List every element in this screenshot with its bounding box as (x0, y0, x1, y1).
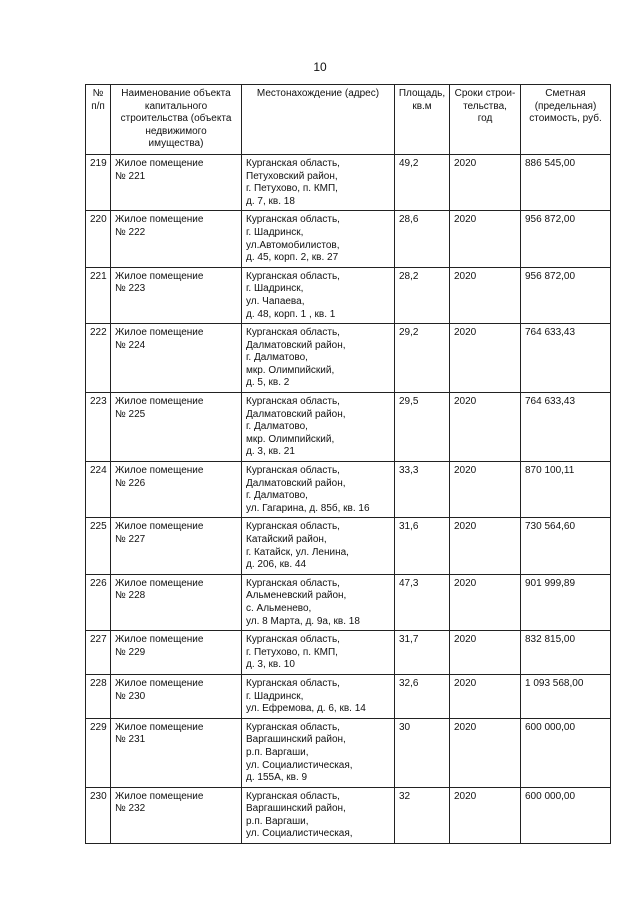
row-number: 224 (86, 462, 111, 518)
object-area: 33,3 (395, 462, 450, 518)
construction-year: 2020 (450, 393, 521, 462)
object-address: Курганская область, г. Шадринск, ул. Чапаева, д. 48, корп. 1 , кв. 1 (242, 267, 395, 323)
object-address: Курганская область, Далматовский район, г. Далматово, мкр. Олимпийский, д. 3, кв. 21 (242, 393, 395, 462)
header-address: Местонахождение (адрес) (242, 85, 395, 155)
estimated-cost: 1 093 568,00 (521, 674, 611, 718)
object-address: Курганская область, Петуховский район, г. Петухово, п. КМП, д. 7, кв. 18 (242, 154, 395, 210)
estimated-cost: 730 564,60 (521, 518, 611, 574)
construction-year: 2020 (450, 267, 521, 323)
object-address: Курганская область, Катайский район, г. Катайск, ул. Ленина, д. 206, кв. 44 (242, 518, 395, 574)
row-number: 219 (86, 154, 111, 210)
row-number: 226 (86, 574, 111, 630)
estimated-cost: 870 100,11 (521, 462, 611, 518)
object-area: 28,2 (395, 267, 450, 323)
estimated-cost: 764 633,43 (521, 393, 611, 462)
object-address: Курганская область, Далматовский район, г. Далматово, ул. Гагарина, д. 85б, кв. 16 (242, 462, 395, 518)
object-address: Курганская область, Далматовский район, г. Далматово, мкр. Олимпийский, д. 5, кв. 2 (242, 324, 395, 393)
object-address: Курганская область, г. Шадринск, ул. Ефремова, д. 6, кв. 14 (242, 674, 395, 718)
table-row (86, 718, 611, 787)
object-name: Жилое помещение № 231 (111, 718, 242, 787)
object-area: 47,3 (395, 574, 450, 630)
estimated-cost: 956 872,00 (521, 267, 611, 323)
object-name: Жилое помещение № 223 (111, 267, 242, 323)
construction-year: 2020 (450, 324, 521, 393)
objects-table (85, 84, 611, 844)
object-area: 32 (395, 787, 450, 843)
object-address: Курганская область, Варгашинский район, р.п. Варгаши, ул. Социалистическая, (242, 787, 395, 843)
table-row (86, 574, 611, 630)
table-row (86, 674, 611, 718)
construction-year: 2020 (450, 674, 521, 718)
object-address: Курганская область, Альменевский район, с. Альменево, ул. 8 Марта, д. 9а, кв. 18 (242, 574, 395, 630)
object-name: Жилое помещение № 228 (111, 574, 242, 630)
page-number: 10 (313, 60, 327, 74)
estimated-cost: 600 000,00 (521, 787, 611, 843)
object-address: Курганская область, г. Шадринск, ул.Автомобилистов, д. 45, корп. 2, кв. 27 (242, 211, 395, 267)
object-address: Курганская область, Варгашинский район, р.п. Варгаши, ул. Социалистическая, д. 155А, кв. 9 (242, 718, 395, 787)
object-area: 49,2 (395, 154, 450, 210)
construction-year: 2020 (450, 574, 521, 630)
row-number: 230 (86, 787, 111, 843)
header-period: Сроки строи- тельства, год (450, 85, 521, 155)
table-row (86, 462, 611, 518)
table-row (86, 518, 611, 574)
row-number: 228 (86, 674, 111, 718)
estimated-cost: 764 633,43 (521, 324, 611, 393)
row-number: 225 (86, 518, 111, 574)
row-number: 227 (86, 631, 111, 675)
object-area: 30 (395, 718, 450, 787)
object-name: Жилое помещение № 226 (111, 462, 242, 518)
construction-year: 2020 (450, 462, 521, 518)
estimated-cost: 956 872,00 (521, 211, 611, 267)
construction-year: 2020 (450, 718, 521, 787)
object-name: Жилое помещение № 225 (111, 393, 242, 462)
object-name: Жилое помещение № 224 (111, 324, 242, 393)
object-area: 32,6 (395, 674, 450, 718)
object-name: Жилое помещение № 227 (111, 518, 242, 574)
estimated-cost: 886 545,00 (521, 154, 611, 210)
table-row (86, 631, 611, 675)
table-row (86, 787, 611, 843)
header-name: Наименование объекта капитального строительства (объекта недвижимого имущества) (111, 85, 242, 155)
table-row (86, 211, 611, 267)
object-area: 31,6 (395, 518, 450, 574)
header-num: № п/п (86, 85, 111, 155)
table-row (86, 154, 611, 210)
table-header-row (86, 85, 611, 155)
row-number: 220 (86, 211, 111, 267)
object-area: 31,7 (395, 631, 450, 675)
object-area: 29,5 (395, 393, 450, 462)
row-number: 229 (86, 718, 111, 787)
construction-year: 2020 (450, 518, 521, 574)
object-name: Жилое помещение № 221 (111, 154, 242, 210)
construction-year: 2020 (450, 154, 521, 210)
construction-year: 2020 (450, 787, 521, 843)
object-area: 29,2 (395, 324, 450, 393)
row-number: 222 (86, 324, 111, 393)
construction-year: 2020 (450, 211, 521, 267)
object-name: Жилое помещение № 232 (111, 787, 242, 843)
object-name: Жилое помещение № 230 (111, 674, 242, 718)
estimated-cost: 600 000,00 (521, 718, 611, 787)
estimated-cost: 901 999,89 (521, 574, 611, 630)
header-area: Площадь, кв.м (395, 85, 450, 155)
object-address: Курганская область, г. Петухово, п. КМП, д. 3, кв. 10 (242, 631, 395, 675)
object-name: Жилое помещение № 229 (111, 631, 242, 675)
table-row (86, 324, 611, 393)
estimated-cost: 832 815,00 (521, 631, 611, 675)
row-number: 223 (86, 393, 111, 462)
header-cost: Сметная (предельная) стоимость, руб. (521, 85, 611, 155)
table-row (86, 393, 611, 462)
table-row (86, 267, 611, 323)
object-name: Жилое помещение № 222 (111, 211, 242, 267)
row-number: 221 (86, 267, 111, 323)
construction-year: 2020 (450, 631, 521, 675)
object-area: 28,6 (395, 211, 450, 267)
